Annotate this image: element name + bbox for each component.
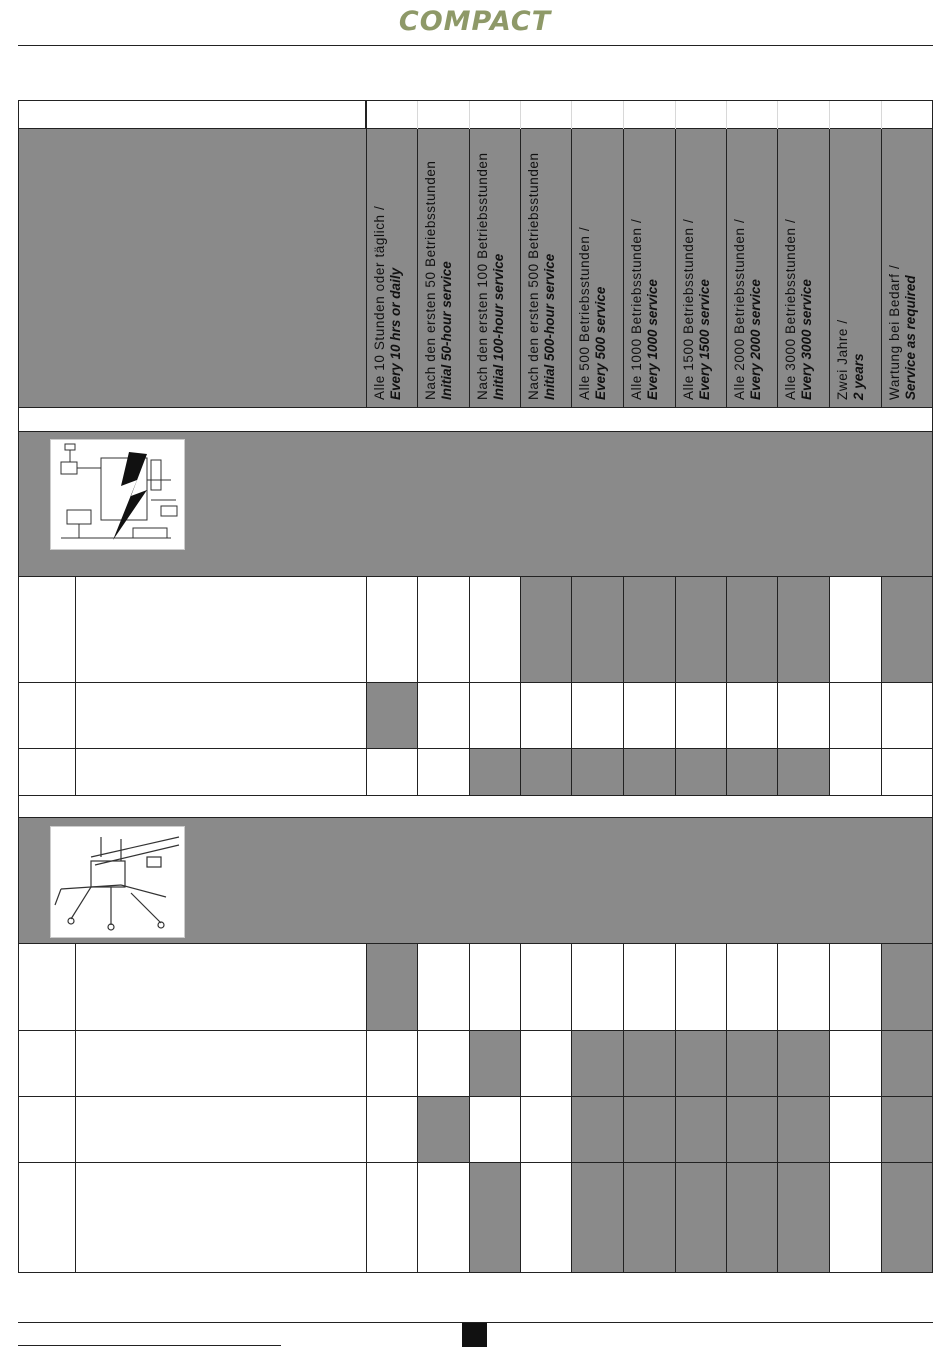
interval-cell-shaded [726,1031,777,1096]
interval-label-de: Alle 3000 Betriebsstunden / [783,218,798,400]
row-number-cell [19,577,76,682]
interval-label-en: Every 500 service [593,286,608,400]
table-row [19,944,932,1031]
interval-cell-shaded [675,577,726,682]
interval-label-en: Every 2000 service [748,279,763,400]
interval-cell-empty [571,944,623,1030]
interval-cell-shaded [881,1031,932,1096]
interval-cell-shaded [675,1163,726,1272]
row-description-cell [76,1097,366,1162]
interval-cell-shaded [777,1163,829,1272]
interval-cell-empty [520,944,571,1030]
interval-label-de: Nach den ersten 50 Betriebsstunden [423,160,438,400]
row-number-cell [19,683,76,748]
interval-column-header [726,129,777,408]
interval-label-en: Initial 500-hour service [542,253,557,400]
interval-cell-empty [675,683,726,748]
interval-cell-empty [726,944,777,1030]
interval-cell-empty [675,944,726,1030]
interval-cell-shaded [623,749,675,795]
interval-label-en: Service as required [903,275,918,400]
interval-cell-shaded [726,749,777,795]
row-number-cell [19,749,76,795]
footer-short-rule [18,1345,281,1346]
interval-cell-empty [829,1097,881,1162]
interval-cell-empty [829,944,881,1030]
interval-cell-empty [623,944,675,1030]
interval-cell-empty [469,944,520,1030]
interval-cell-shaded [469,749,520,795]
table-top-interval-strip [366,101,932,129]
section-spacer-1 [19,408,932,432]
interval-column-header [881,129,932,408]
interval-cell-shaded [417,1097,469,1162]
table-row [19,1163,932,1272]
top-strip-divider [881,101,882,129]
interval-label-de: Wartung bei Bedarf / [887,264,902,400]
row-number-cell [19,1097,76,1162]
row-description-cell [76,749,366,795]
interval-column-header [829,129,881,408]
interval-cell-shaded [881,944,932,1030]
row-number-cell [19,1163,76,1272]
interval-cell-empty [366,1163,417,1272]
top-strip-divider [675,101,676,129]
interval-cell-empty [829,1163,881,1272]
interval-cell-shaded [777,1097,829,1162]
interval-cell-shaded [623,1097,675,1162]
interval-cell-empty [520,683,571,748]
row-description-cell [76,683,366,748]
interval-cell-empty [366,1031,417,1096]
interval-cell-empty [520,1031,571,1096]
interval-label-de: Nach den ersten 100 Betriebsstunden [475,152,490,400]
row-number-cell [19,1031,76,1096]
interval-cell-empty [469,1097,520,1162]
compact-logo: COMPACT [398,6,552,37]
interval-cell-shaded [366,944,417,1030]
section-banner-electrical [19,432,932,577]
table-row [19,683,932,749]
section-banner-linkage [19,818,932,944]
interval-label-de: Nach den ersten 500 Betriebsstunden [526,152,541,400]
header-divider [18,45,933,46]
interval-cell-empty [417,577,469,682]
interval-cell-empty [829,749,881,795]
interval-column-header [366,129,417,408]
interval-cell-empty [520,1097,571,1162]
row-number-cell [19,944,76,1030]
interval-cell-shaded [520,749,571,795]
section-spacer-2 [19,796,932,818]
interval-cell-empty [829,683,881,748]
table-row [19,749,932,796]
interval-cell-shaded [366,683,417,748]
interval-cell-shaded [469,1163,520,1272]
interval-label-de: Alle 2000 Betriebsstunden / [732,218,747,400]
interval-label-de: Alle 10 Stunden oder täglich / [372,205,387,400]
interval-column-header [777,129,829,408]
interval-label-en: 2 years [851,353,866,400]
interval-cell-empty [417,1163,469,1272]
interval-label-en: Every 1500 service [697,279,712,400]
top-strip-divider [571,101,572,129]
interval-cell-empty [417,1031,469,1096]
interval-column-header [623,129,675,408]
interval-cell-shaded [726,1097,777,1162]
top-strip-divider [623,101,624,129]
table-row [19,1097,932,1163]
interval-cell-empty [571,683,623,748]
interval-label-en: Initial 50-hour service [439,261,454,400]
interval-cell-shaded [571,1031,623,1096]
electrical-schematic-icon [50,439,185,550]
interval-cell-shaded [469,1031,520,1096]
row-description-cell [76,1163,366,1272]
row-description-cell [76,577,366,682]
row-description-cell [76,944,366,1030]
interval-label-de: Alle 1500 Betriebsstunden / [681,218,696,400]
interval-cell-shaded [571,1163,623,1272]
interval-cell-empty [417,944,469,1030]
interval-cell-empty [881,749,932,795]
top-strip-divider [726,101,727,129]
interval-cell-empty [777,683,829,748]
interval-cell-shaded [675,749,726,795]
interval-cell-shaded [726,1163,777,1272]
top-strip-divider [829,101,830,129]
interval-cell-empty [469,683,520,748]
table-top-header-cell [19,101,366,129]
top-strip-divider [469,101,470,129]
interval-label-en: Every 1000 service [645,279,660,400]
interval-cell-empty [366,749,417,795]
interval-cell-empty [366,577,417,682]
table-row [19,1031,932,1097]
interval-cell-shaded [623,577,675,682]
interval-column-header [469,129,520,408]
maintenance-table [18,100,933,1273]
top-strip-divider [417,101,418,129]
interval-cell-empty [829,1031,881,1096]
interval-cell-empty [726,683,777,748]
interval-column-header [417,129,469,408]
interval-cell-empty [777,944,829,1030]
interval-label-en: Every 10 hrs or daily [388,267,403,400]
interval-cell-shaded [881,1163,932,1272]
interval-cell-shaded [571,749,623,795]
interval-cell-shaded [571,1097,623,1162]
interval-cell-shaded [675,1097,726,1162]
interval-cell-shaded [881,1097,932,1162]
interval-label-de: Alle 500 Betriebsstunden / [577,226,592,400]
interval-cell-empty [366,1097,417,1162]
interval-cell-empty [520,1163,571,1272]
interval-cell-shaded [777,749,829,795]
interval-cell-shaded [726,577,777,682]
top-strip-divider [777,101,778,129]
interval-cell-shaded [777,1031,829,1096]
interval-cell-shaded [881,577,932,682]
interval-label-de: Alle 1000 Betriebsstunden / [629,218,644,400]
interval-cell-empty [623,683,675,748]
top-strip-divider [520,101,521,129]
interval-cell-shaded [623,1031,675,1096]
interval-cell-empty [417,749,469,795]
interval-label-en: Initial 100-hour service [491,253,506,400]
page-marker [462,1323,487,1347]
interval-column-header [675,129,726,408]
interval-cell-empty [881,683,932,748]
interval-cell-empty [469,577,520,682]
interval-label-de: Zwei Jahre / [835,319,850,400]
interval-cell-shaded [520,577,571,682]
interval-cell-shaded [777,577,829,682]
rear-linkage-hitch-icon [50,826,185,938]
interval-cell-shaded [623,1163,675,1272]
interval-cell-shaded [571,577,623,682]
top-strip-divider [366,101,367,129]
interval-cell-empty [417,683,469,748]
row-description-cell [76,1031,366,1096]
interval-column-header [571,129,623,408]
table-row [19,577,932,683]
interval-cell-empty [829,577,881,682]
interval-column-header [520,129,571,408]
interval-cell-shaded [675,1031,726,1096]
interval-label-en: Every 3000 service [799,279,814,400]
